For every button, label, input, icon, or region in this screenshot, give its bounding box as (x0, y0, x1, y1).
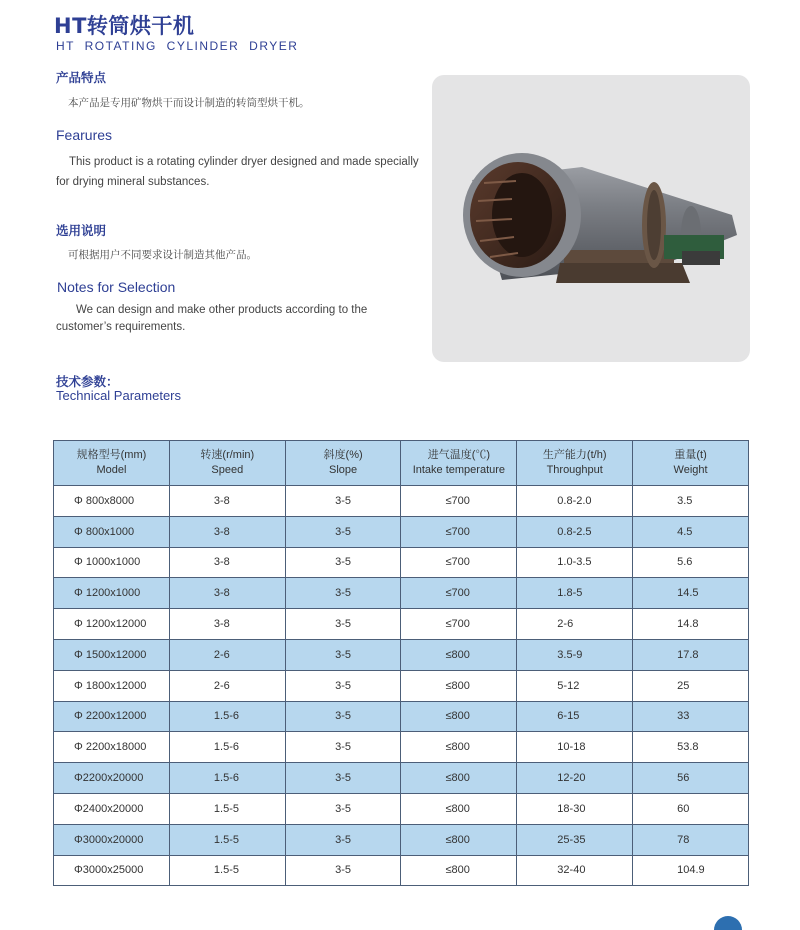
table-cell: 10-18 (517, 732, 633, 763)
table-cell: 14.5 (633, 578, 749, 609)
table-cell: ≤700 (401, 578, 517, 609)
table-row (54, 609, 749, 640)
table-cell: 3-5 (285, 763, 401, 794)
page-corner-decoration (714, 916, 742, 930)
table-cell: 0.8-2.5 (517, 516, 633, 547)
table-cell: 3-5 (285, 855, 401, 886)
features-heading-en: Fearures (56, 127, 113, 143)
table-cell: 0.8-2.0 (517, 486, 633, 517)
table-cell: ≤800 (401, 639, 517, 670)
table-cell: 3-5 (285, 486, 401, 517)
table-cell: Φ 1200x12000 (54, 609, 170, 640)
table-cell: Φ2400x20000 (54, 793, 170, 824)
table-cell: 3.5-9 (517, 639, 633, 670)
table-cell: 33 (633, 701, 749, 732)
table-cell: 3-8 (169, 547, 285, 578)
table-cell: Φ 800x8000 (54, 486, 170, 517)
table-cell: Φ 2200x12000 (54, 701, 170, 732)
table-cell: ≤700 (401, 516, 517, 547)
col-header-speed: 转速(r/min) Speed (169, 441, 285, 486)
table-cell: 2-6 (169, 639, 285, 670)
table-row (54, 486, 749, 517)
table-cell: ≤800 (401, 763, 517, 794)
col-header-throughput: 生产能力(t/h) Throughput (517, 441, 633, 486)
table-header-row (54, 441, 749, 486)
params-heading-cn: 技术参数： (56, 374, 119, 389)
table-cell: 3-5 (285, 516, 401, 547)
params-heading-en: Technical Parameters (56, 388, 181, 403)
features-text-en-line2: for drying mineral substances. (56, 176, 210, 188)
table-cell: 6-15 (517, 701, 633, 732)
technical-parameters-table (53, 440, 749, 886)
table-cell: 5.6 (633, 547, 749, 578)
product-photo (432, 75, 750, 362)
table-cell: Φ 800x1000 (54, 516, 170, 547)
table-row (54, 670, 749, 701)
table-cell: 18-30 (517, 793, 633, 824)
page-title: HT转筒烘干机 (54, 14, 195, 38)
table-cell: 3-8 (169, 516, 285, 547)
table-cell: 104.9 (633, 855, 749, 886)
table-cell: 3.5 (633, 486, 749, 517)
table-cell: 32-40 (517, 855, 633, 886)
table-cell: 14.8 (633, 609, 749, 640)
col-header-slope: 斜度(%) Slope (285, 441, 401, 486)
table-cell: 3-5 (285, 793, 401, 824)
table-row (54, 793, 749, 824)
table-cell: 3-5 (285, 609, 401, 640)
features-text-en-line1: This product is a rotating cylinder dryer designed and made specially (69, 156, 419, 168)
table-cell: 3-5 (285, 732, 401, 763)
table-cell: Φ 1000x1000 (54, 547, 170, 578)
selection-text-en (56, 302, 436, 336)
table-cell: 3-8 (169, 578, 285, 609)
table-row (54, 701, 749, 732)
col-header-weight: 重量(t) Weight (633, 441, 749, 486)
table-cell: Φ 1200x1000 (54, 578, 170, 609)
table-cell: 1.5-6 (169, 763, 285, 794)
table-cell: 53.8 (633, 732, 749, 763)
table-row (54, 824, 749, 855)
table-cell: 12-20 (517, 763, 633, 794)
table-cell: ≤700 (401, 609, 517, 640)
table-cell: ≤700 (401, 547, 517, 578)
table-cell: 1.5-6 (169, 701, 285, 732)
table-cell: 1.5-5 (169, 793, 285, 824)
table-cell: 1.5-5 (169, 824, 285, 855)
table-cell: ≤800 (401, 824, 517, 855)
table-cell: 3-8 (169, 609, 285, 640)
table-cell: 3-5 (285, 824, 401, 855)
selection-text-cn: 可根据用户不同要求设计制造其他产品。 (68, 249, 257, 261)
table-cell: 25-35 (517, 824, 633, 855)
table-cell: 56 (633, 763, 749, 794)
table-cell: 1.0-3.5 (517, 547, 633, 578)
table-cell: 3-5 (285, 670, 401, 701)
table-cell: 3-5 (285, 701, 401, 732)
rotary-dryer-illustration (432, 75, 750, 362)
table-cell: Φ3000x25000 (54, 855, 170, 886)
table-cell: 2-6 (169, 670, 285, 701)
table-cell: 60 (633, 793, 749, 824)
col-header-model: 规格型号(mm) Model (54, 441, 170, 486)
table-cell: 3-5 (285, 639, 401, 670)
table-row (54, 763, 749, 794)
table-cell: ≤800 (401, 732, 517, 763)
page-subtitle: HT ROTATING CYLINDER DRYER (56, 39, 299, 53)
table-cell: 2-6 (517, 609, 633, 640)
table-cell: 1.5-6 (169, 732, 285, 763)
table-cell: 1.5-5 (169, 855, 285, 886)
table-row (54, 855, 749, 886)
table-cell: ≤800 (401, 793, 517, 824)
table-cell: ≤800 (401, 855, 517, 886)
table-cell: 78 (633, 824, 749, 855)
features-heading-cn: 产品特点 (56, 70, 107, 85)
selection-text-en-line1: We can design and make other products according to the (76, 304, 368, 316)
table-cell: Φ 1500x12000 (54, 639, 170, 670)
col-header-intake-temperature: 进气温度(℃) Intake temperature (401, 441, 517, 486)
table-cell: Φ3000x20000 (54, 824, 170, 855)
table-cell: 4.5 (633, 516, 749, 547)
table-cell: 3-5 (285, 547, 401, 578)
features-text-cn: 本产品是专用矿物烘干而设计制造的转筒型烘干机。 (68, 97, 310, 109)
table-row (54, 516, 749, 547)
table-cell: 17.8 (633, 639, 749, 670)
table-row (54, 578, 749, 609)
table-cell: 3-8 (169, 486, 285, 517)
selection-heading-cn: 选用说明 (56, 223, 107, 238)
table-cell: 5-12 (517, 670, 633, 701)
table-row (54, 639, 749, 670)
table-cell: ≤800 (401, 701, 517, 732)
table-cell: 25 (633, 670, 749, 701)
table-cell: ≤800 (401, 670, 517, 701)
table-cell: Φ 1800x12000 (54, 670, 170, 701)
features-text-en (56, 152, 446, 192)
table-cell: Φ 2200x18000 (54, 732, 170, 763)
selection-text-en-line2: customer’s requirements. (56, 321, 186, 333)
table-cell: Φ2200x20000 (54, 763, 170, 794)
selection-heading-en: Notes for Selection (57, 279, 176, 295)
table-cell: 1.8-5 (517, 578, 633, 609)
table-row (54, 732, 749, 763)
table-cell: ≤700 (401, 486, 517, 517)
table-row (54, 547, 749, 578)
table-cell: 3-5 (285, 578, 401, 609)
